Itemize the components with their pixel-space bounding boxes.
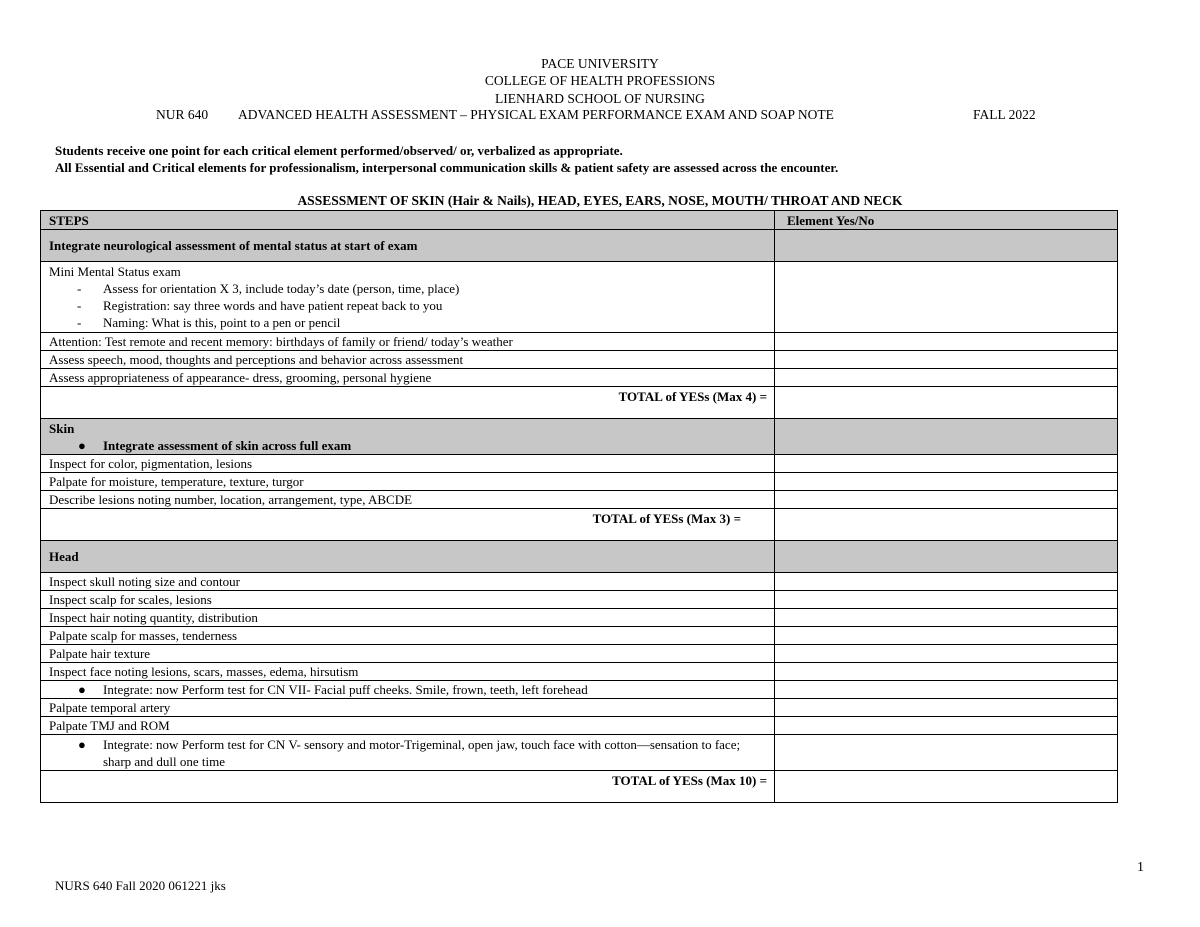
- element-cell[interactable]: [775, 609, 1118, 627]
- table-row: [41, 645, 1118, 663]
- element-cell[interactable]: [775, 455, 1118, 473]
- table-row: [41, 609, 1118, 627]
- skin-heading: Skin: [49, 420, 75, 436]
- total-label: TOTAL of YESs (Max 4) =: [41, 387, 775, 419]
- element-cell[interactable]: [775, 591, 1118, 609]
- total-input-cell[interactable]: [775, 387, 1118, 419]
- table-row: [41, 455, 1118, 473]
- step-cell: Inspect skull noting size and contour: [41, 573, 775, 591]
- list-item: - Naming: What is this, point to a pen or pencil: [77, 315, 341, 330]
- section-title: ASSESSMENT OF SKIN (Hair & Nails), HEAD, EYES, EARS, NOSE, MOUTH/ THROAT AND NECK: [297, 193, 903, 208]
- section-heading-row: [41, 419, 1118, 455]
- section-heading-row: [41, 230, 1118, 262]
- step-cell: Palpate scalp for masses, tenderness: [41, 627, 775, 645]
- table-row: [41, 717, 1118, 735]
- step-cell: Inspect scalp for scales, lesions: [41, 591, 775, 609]
- course-code: NUR 640: [156, 107, 209, 122]
- school-name: LIENHARD SCHOOL OF NURSING: [495, 91, 705, 106]
- table-row: [41, 351, 1118, 369]
- course-title: ADVANCED HEALTH ASSESSMENT – PHYSICAL EXAM PERFORMANCE EXAM AND SOAP NOTE: [238, 107, 834, 122]
- step-cell: Palpate for moisture, temperature, texture, turgor: [41, 473, 775, 491]
- list-item: - Registration: say three words and have patient repeat back to you: [77, 298, 443, 313]
- table-row: [41, 663, 1118, 681]
- element-cell[interactable]: [775, 333, 1118, 351]
- step-cell: Assess speech, mood, thoughts and perceptions and behavior across assessment: [41, 351, 775, 369]
- table-row: [41, 491, 1118, 509]
- step-cell: Inspect face noting lesions, scars, masses, edema, hirsutism: [41, 663, 775, 681]
- university-name: PACE UNIVERSITY: [541, 56, 659, 71]
- assessment-table: [40, 210, 1118, 803]
- step-cell: Inspect hair noting quantity, distribution: [41, 609, 775, 627]
- table-row: [41, 735, 1118, 771]
- element-cell[interactable]: [775, 681, 1118, 699]
- total-input-cell[interactable]: [775, 771, 1118, 803]
- head-heading: Head: [41, 541, 775, 573]
- step-cell: Inspect for color, pigmentation, lesions: [41, 455, 775, 473]
- element-cell[interactable]: [775, 663, 1118, 681]
- element-cell[interactable]: [775, 491, 1118, 509]
- element-cell[interactable]: [775, 541, 1118, 573]
- table-row: [41, 627, 1118, 645]
- footer-text: NURS 640 Fall 2020 061221 jks: [55, 878, 226, 893]
- element-cell[interactable]: [775, 699, 1118, 717]
- col-steps-header: STEPS: [41, 211, 775, 230]
- total-input-cell[interactable]: [775, 509, 1118, 541]
- step-cell: Attention: Test remote and recent memory: birthdays of family or friend/ today’s weather: [41, 333, 775, 351]
- element-cell[interactable]: [775, 262, 1118, 333]
- element-cell[interactable]: [775, 573, 1118, 591]
- step-cell: Palpate temporal artery: [41, 699, 775, 717]
- table-row: [41, 681, 1118, 699]
- total-label: TOTAL of YESs (Max 3) =: [41, 509, 775, 541]
- table-row: [41, 699, 1118, 717]
- element-cell[interactable]: [775, 351, 1118, 369]
- table-row: [41, 333, 1118, 351]
- total-row: [41, 387, 1118, 419]
- col-element-header: Element Yes/No: [775, 211, 1118, 230]
- section-heading-row: [41, 541, 1118, 573]
- table-row: [41, 473, 1118, 491]
- list-item: ● Integrate assessment of skin across full exam: [78, 437, 352, 453]
- mmse-title: Mini Mental Status exam: [49, 264, 181, 279]
- element-cell[interactable]: [775, 230, 1118, 262]
- table-header-row: [41, 211, 1118, 230]
- total-row: [41, 509, 1118, 541]
- table-row: [41, 369, 1118, 387]
- integrate-cn5-cell: [41, 735, 775, 771]
- element-cell[interactable]: [775, 717, 1118, 735]
- element-cell[interactable]: [775, 419, 1118, 455]
- table-row: [41, 591, 1118, 609]
- element-cell[interactable]: [775, 627, 1118, 645]
- neuro-heading: Integrate neurological assessment of mental status at start of exam: [41, 230, 775, 262]
- step-cell: Palpate hair texture: [41, 645, 775, 663]
- table-row: [41, 573, 1118, 591]
- total-row: [41, 771, 1118, 803]
- skin-heading-cell: [41, 419, 775, 455]
- instruction-line-1: Students receive one point for each critical element performed/observed/ or, verbalized as appropriate.: [55, 143, 623, 158]
- step-cell: Palpate TMJ and ROM: [41, 717, 775, 735]
- integrate-cn7-cell: [41, 681, 775, 699]
- list-item: - Assess for orientation X 3, include today’s date (person, time, place): [77, 281, 460, 296]
- total-label: TOTAL of YESs (Max 10) =: [41, 771, 775, 803]
- list-item: ● Integrate: now Perform test for CN VII- Facial puff cheeks. Smile, frown, teeth, left forehead: [78, 682, 588, 697]
- table-row: [41, 262, 1118, 333]
- term: FALL 2022: [973, 107, 1036, 122]
- mmse-cell: [41, 262, 775, 333]
- page-number: 1: [1137, 860, 1144, 875]
- step-cell: Describe lesions noting number, location, arrangement, type, ABCDE: [41, 491, 775, 509]
- list-item: ● Integrate: now Perform test for CN V- sensory and motor-Trigeminal, open jaw, touch face with cotton—sensation to face; sharp and dull one time: [78, 736, 741, 769]
- instruction-line-2: All Essential and Critical elements for professionalism, interpersonal communication skills & patient safety are assessed across the encounter.: [55, 160, 839, 175]
- element-cell[interactable]: [775, 735, 1118, 771]
- step-cell: Assess appropriateness of appearance- dress, grooming, personal hygiene: [41, 369, 775, 387]
- element-cell[interactable]: [775, 645, 1118, 663]
- element-cell[interactable]: [775, 473, 1118, 491]
- college-name: COLLEGE OF HEALTH PROFESSIONS: [484, 73, 716, 88]
- element-cell[interactable]: [775, 369, 1118, 387]
